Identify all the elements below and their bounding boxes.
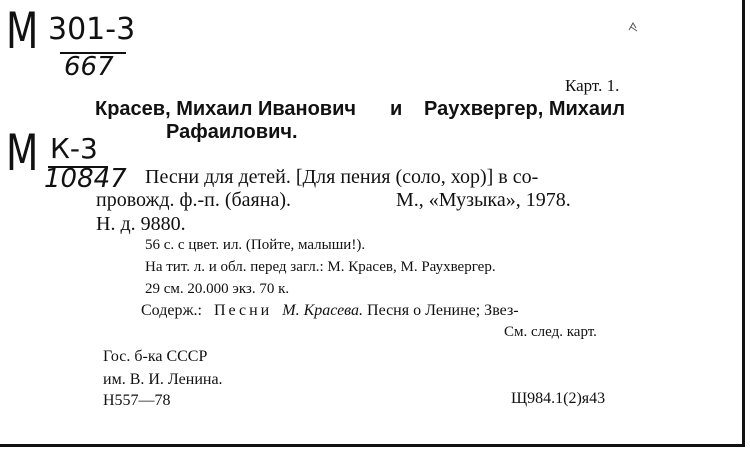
card-number: Карт. 1.	[565, 76, 620, 95]
author-secondary-cont: Рафаилович.	[166, 121, 298, 143]
library-name-cont: им. В. И. Ленина.	[103, 371, 223, 388]
title-page-note: На тит. л. и обл. перед загл.: М. Красев, М. Раухвергер.	[145, 259, 496, 275]
shelfmark-sub: 10847	[44, 164, 127, 194]
contents-songs: Песни	[213, 302, 273, 319]
author-primary: Красев, Михаил Иванович	[95, 98, 356, 120]
publisher-number: Н. д. 9880.	[96, 213, 186, 235]
library-name: Гос. б-ка СССР	[103, 348, 208, 365]
contents-note	[141, 302, 519, 320]
continued-note: См. след. карт.	[504, 324, 597, 340]
contents-label: Содерж.:	[141, 302, 202, 319]
imprint: М., «Музыка», 1978.	[396, 189, 571, 211]
shelfmark-number: К-3	[50, 132, 98, 165]
shelfmark-letter: М	[6, 2, 39, 60]
author-secondary: Раухвергер, Михаил	[424, 98, 626, 120]
heading-conjunction: и	[390, 98, 403, 120]
contents-rest: Песня о Ленине; Звез-	[367, 302, 519, 319]
ink-mark	[626, 20, 640, 34]
title-line: Песни для детей. [Для пения (соло, хор)] в со-	[145, 166, 539, 188]
shelfmark-letter: М	[6, 124, 39, 182]
title-line-cont: провожд. ф.-п. (баяна).	[96, 189, 291, 211]
pagination-note: 56 с. с цвет. ил. (Пойте, малыши!).	[145, 237, 366, 253]
contents-author: М. Красева.	[282, 302, 364, 319]
shelfmark-sub: 667	[64, 52, 114, 82]
order-number: Н557—78	[103, 392, 171, 409]
size-note: 29 см. 20.000 экз. 70 к.	[145, 281, 290, 297]
classification-code: Щ984.1(2)я43	[511, 390, 606, 407]
shelfmark-number: 301-3	[48, 12, 136, 47]
